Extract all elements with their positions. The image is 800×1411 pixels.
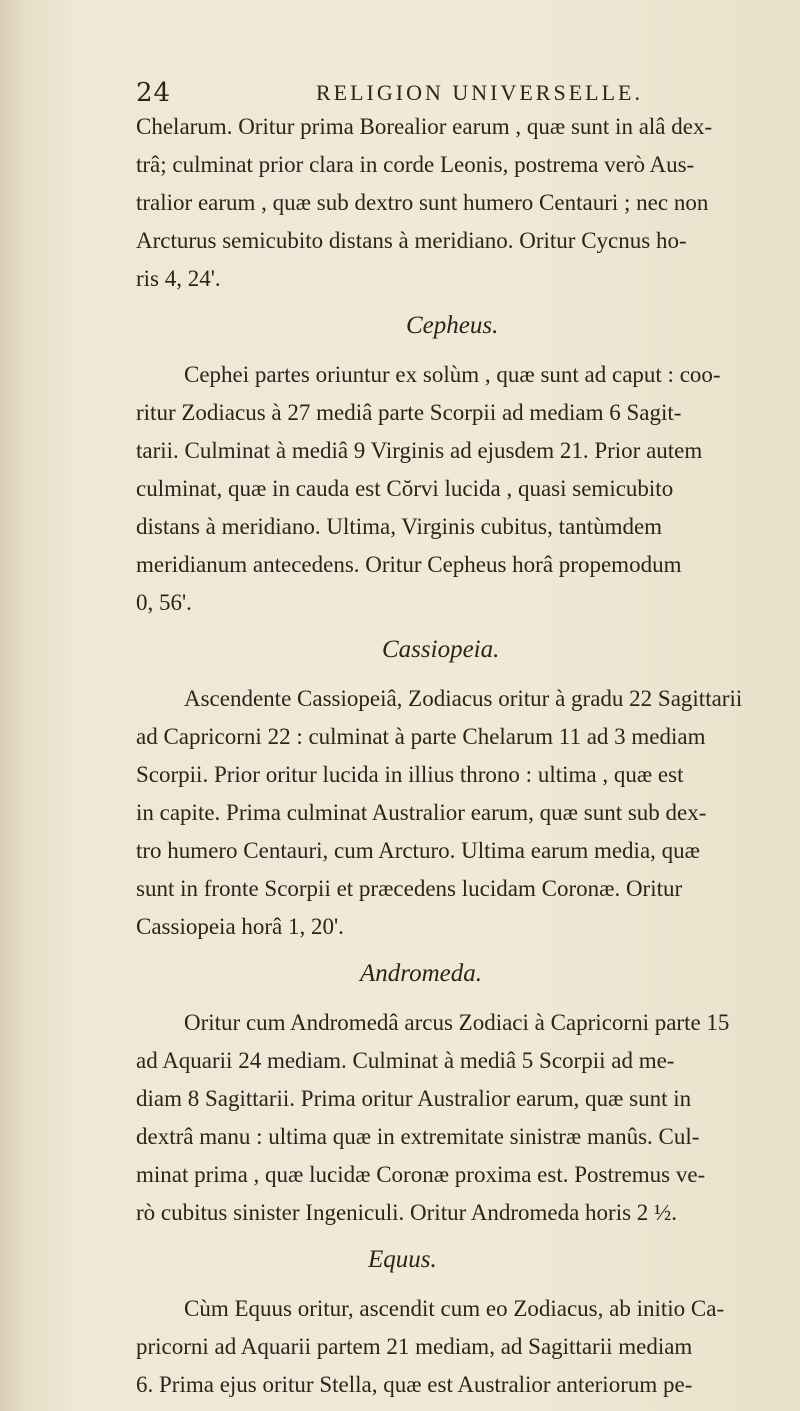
text-line: Ascendente Cassiopeiâ, Zodiacus oritur à gradu 22 Sagittarii <box>184 686 743 711</box>
section-heading-equus: Equus. <box>368 1246 437 1273</box>
paragraph-chelarum <box>136 108 791 298</box>
text-line: Chelarum. Oritur prima Borealior earum , quæ sunt in alâ dex- <box>136 114 713 139</box>
section-heading-andromeda: Andromeda. <box>360 960 482 987</box>
text-line: ad Aquarii 24 mediam. Culminat à mediâ 5 Scorpii ad me- <box>136 1048 675 1073</box>
text-line: tralior earum , quæ sub dextro sunt humero Centauri ; nec non <box>136 190 709 215</box>
paragraph-andromeda <box>136 1004 791 1232</box>
text-line: tro humero Centauri, cum Arcturo. Ultima earum media, quæ <box>136 838 700 863</box>
text-line: pricorni ad Aquarii partem 21 mediam, ad Sagittarii mediam <box>136 1334 693 1359</box>
text-line: minat prima , quæ lucidæ Coronæ proxima est. Postremus ve- <box>136 1162 706 1187</box>
text-line: Cassiopeia horâ 1, 20'. <box>136 914 344 939</box>
paragraph-cassiopeia <box>136 680 791 946</box>
text-line: meridianum antecedens. Oritur Cepheus horâ propemodum <box>136 552 682 577</box>
page-number: 24 <box>136 78 172 108</box>
text-line: 0, 56'. <box>136 590 192 615</box>
section-heading-cassiopeia: Cassiopeia. <box>382 636 500 663</box>
section-heading-cepheus: Cepheus. <box>406 312 499 339</box>
text-line: culminat, quæ in cauda est Cŏrvi lucida , quasi semicubito <box>136 476 674 501</box>
text-line: 6. Prima ejus oritur Stella, quæ est Australior anteriorum pe- <box>136 1372 693 1397</box>
text-line: ritur Zodiacus à 27 mediâ parte Scorpii ad mediam 6 Sagit- <box>136 400 682 425</box>
text-line: sunt in fronte Scorpii et præcedens lucidam Coronæ. Oritur <box>136 876 683 901</box>
page-header <box>136 78 776 108</box>
text-line: in capite. Prima culminat Australior earum, quæ sunt sub dex- <box>136 800 707 825</box>
paragraph-equus <box>136 1290 791 1404</box>
text-line: tarii. Culminat à mediâ 9 Virginis ad ejusdem 21. Prior autem <box>136 438 703 463</box>
text-line: Arcturus semicubito distans à meridiano. Oritur Cycnus ho- <box>136 228 687 253</box>
running-title: RELIGION UNIVERSELLE. <box>316 80 643 105</box>
text-line: dextrâ manu : ultima quæ in extremitate sinistræ manûs. Cul- <box>136 1124 700 1149</box>
text-line: ris 4, 24'. <box>136 266 221 291</box>
text-line: diam 8 Sagittarii. Prima oritur Australior earum, quæ sunt in <box>136 1086 692 1111</box>
text-line: Oritur cum Andromedâ arcus Zodiaci à Capricorni parte 15 <box>184 1010 730 1035</box>
text-line: Cephei partes oriuntur ex solùm , quæ sunt ad caput : coo- <box>184 362 721 387</box>
page-gutter-shadow <box>0 0 26 1411</box>
text-line: Scorpii. Prior oritur lucida in illius throno : ultima , quæ est <box>136 762 684 787</box>
text-line: Cùm Equus oritur, ascendit cum eo Zodiacus, ab initio Ca- <box>184 1296 725 1321</box>
text-line: trâ; culminat prior clara in corde Leonis, postrema verò Aus- <box>136 152 695 177</box>
text-line: distans à meridiano. Ultima, Virginis cubitus, tantùmdem <box>136 514 663 539</box>
text-line: ad Capricorni 22 : culminat à parte Chelarum 11 ad 3 mediam <box>136 724 706 749</box>
paragraph-cepheus <box>136 356 791 622</box>
text-line: rò cubitus sinister Ingeniculi. Oritur Andromeda horis 2 ½. <box>136 1200 678 1225</box>
